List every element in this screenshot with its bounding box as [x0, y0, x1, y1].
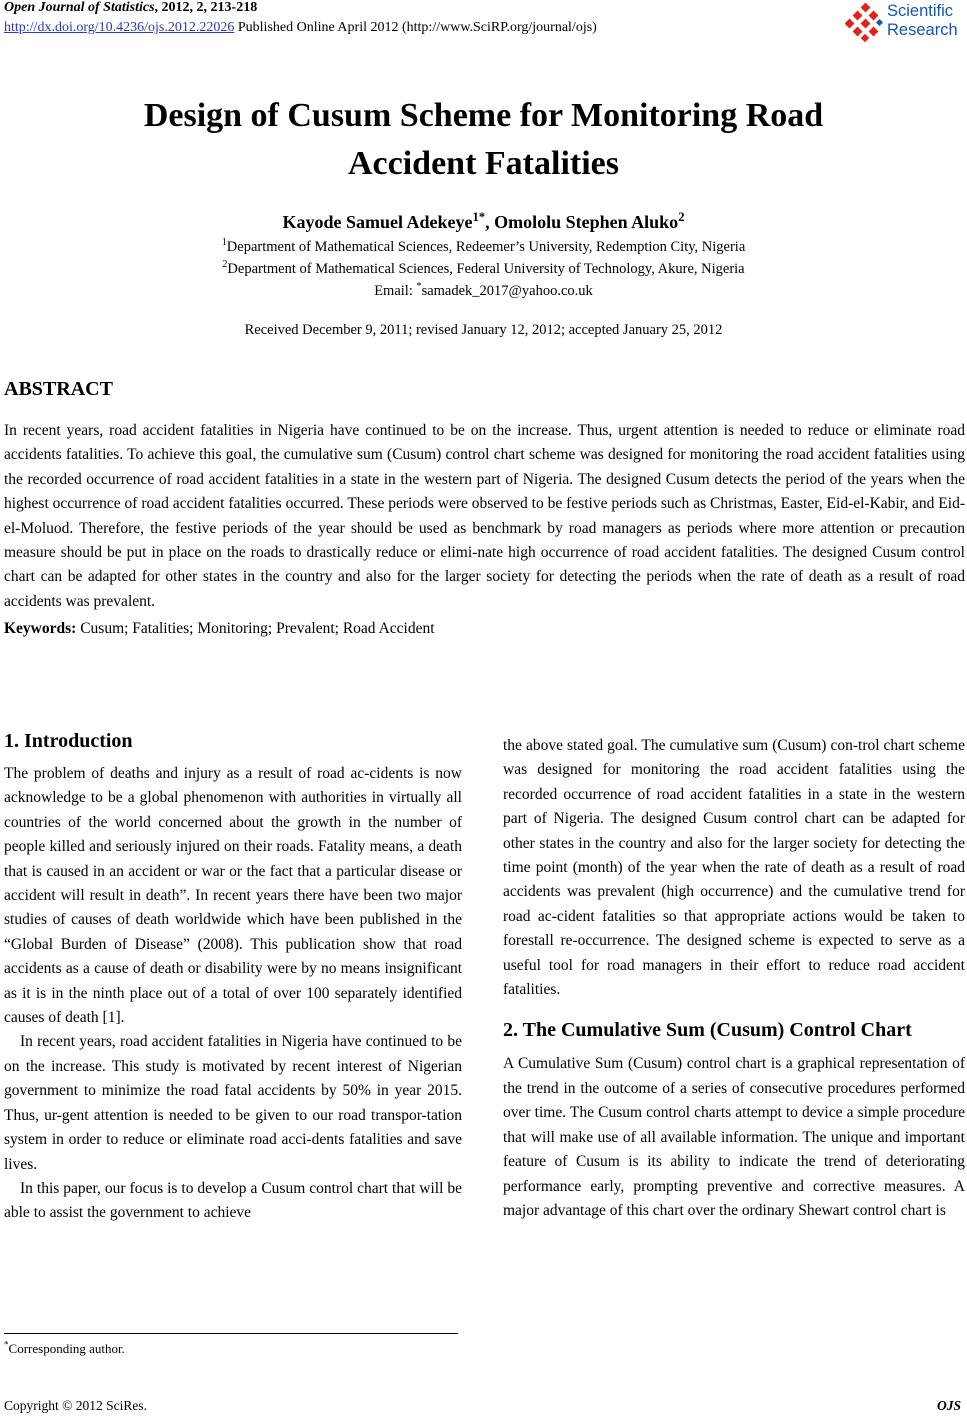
published-online: Published Online April 2012 (http://www.SciRP.org/journal/ojs)	[234, 20, 597, 35]
logo-line-1: Scientific	[887, 2, 954, 20]
author-separator: ,	[485, 212, 495, 232]
author-2-marker: 2	[678, 210, 685, 224]
author-1: Kayode Samuel Adekeye	[282, 212, 473, 232]
affiliation-2-text: Department of Mathematical Sciences, Federal University of Technology, Akure, Nigeria	[227, 261, 745, 277]
publisher-logo	[845, 2, 967, 44]
section-1-paragraph-1: The problem of deaths and injury as a result of road ac-cidents is now acknowledge to be a global phenomenon with authorities in virtually all countries of the world concerned about the growth in the number of people killed and seriously injured on their roads. Fatality means, a death that is caused in an accident or war or the fact that a particular disease or accident will result in death”. In recent years there have been two major studies of causes of death worldwide which have been published in the “Global Burden of Disease” (2008). This publication show that road accidents as a cause of death or disability were by no means insignificant as it is in the ninth place out of a total of over 100 separately identified causes of death [1].	[4, 765, 462, 1027]
left-column	[4, 728, 462, 1226]
right-column	[503, 734, 965, 1223]
section-1-paragraph-2: In recent years, road accident fatalities in Nigeria have continued to be on the increase. This study is motivated by recent interest of Nigerian government to minimize the road fatal accidents by 50% in year 2015. Thus, ur-gent attention is needed to be given to our road transpor-tation system in order to reduce or eliminate road acci-dents fatalities and save lives.	[4, 1033, 462, 1173]
section-1-heading: 1. Introduction	[4, 730, 133, 752]
title-line-1: Design of Cusum Scheme for Monitoring Road	[143, 97, 824, 134]
abstract-heading: ABSTRACT	[4, 378, 113, 400]
logo-line-2: Research	[887, 21, 958, 39]
received-dates: Received December 9, 2011; revised January 12, 2012; accepted January 25, 2012	[244, 322, 723, 338]
section-2-heading: 2. The Cumulative Sum (Cusum) Control Chart	[503, 1019, 912, 1042]
email-line	[0, 283, 967, 300]
journal-volume-pages: , 2012, 2, 213-218	[154, 0, 258, 15]
title-line-2: Accident Fatalities	[348, 145, 619, 182]
affiliation-2	[0, 261, 967, 278]
journal-abbreviation-footer: OJS	[936, 1398, 961, 1413]
copyright-footer: Copyright © 2012 SciRes.	[4, 1398, 148, 1413]
publisher-logo-icon	[845, 3, 885, 43]
author-2: Omololu Stephen Aluko	[494, 212, 679, 232]
journal-name: Open Journal of Statistics	[4, 0, 155, 15]
doi-link[interactable]: http://dx.doi.org/10.4236/ojs.2012.22026	[4, 20, 235, 35]
author-1-marker: 1*	[472, 210, 486, 224]
keywords-line	[4, 620, 435, 638]
publisher-logo-text	[887, 2, 958, 40]
email-marker: *	[416, 281, 422, 293]
doi-line	[4, 20, 597, 36]
footnote-text: Corresponding author.	[8, 1341, 125, 1356]
paper-title	[0, 92, 967, 188]
section-1-paragraph-3: In this paper, our focus is to develop a Cusum control chart that will be able to assist the government to achieve	[4, 1179, 462, 1222]
footnote-marker: *	[4, 1339, 9, 1350]
keywords-label: Keywords:	[4, 620, 77, 637]
email-label: Email:	[374, 283, 417, 299]
affiliation-1-text: Department of Mathematical Sciences, Redeemer’s University, Redemption City, Nigeria	[226, 239, 746, 255]
affiliation-1	[0, 239, 967, 256]
keywords-list: Cusum; Fatalities; Monitoring; Prevalent; Road Accident	[76, 620, 435, 637]
affiliation-2-marker: 2	[222, 259, 228, 271]
section-1-paragraph-4: the above stated goal. The cumulative sum (Cusum) con-trol chart scheme was designed for monitoring the road accident fatalities using the recorded occurrence of road accident fatalities in a state in the western part of Nigeria. The designed Cusum control chart can be adapted for other states in the country and also for the larger society for detecting the time point (month) of the year when the rate of death as a result of road accidents was prevalent (high occurrence) and the cumulative trend for road ac-cident fatalities so that appropriate actions would be taken to forestall re-occurrence. The designed scheme is expected to serve as a useful tool for road managers in their effort to reduce road accident fatalities.	[503, 737, 965, 999]
running-header	[4, 0, 257, 16]
abstract-text: In recent years, road accident fatalities in Nigeria have continued to be on the increase. Thus, urgent attention is needed to reduce or eliminate road accidents fatalities. To achieve this goal, the cumulative sum (Cusum) control chart scheme was designed for monitoring the road accident fatalities using the recorded occurrence of road accident fatalities in a state in the western part of Nigeria. The designed Cusum detects the period of the years when the highest occurrence of road accident fatalities occurred. These periods were observed to be festive periods such as Christmas, Easter, Eid-el-Kabir, and Eid-el-Moluod. Therefore, the festive periods of the year should be used as benchmark by road managers as periods where more attention or precaution measure should be put in place on the roads to drastically reduce or elimi-nate high occurrence of road accident fatalities. The designed Cusum control chart can be adapted for other states in the country and also for the larger society for detecting the periods when the rate of death as a result of road accidents was prevalent.	[4, 422, 965, 610]
email-address[interactable]: samadek_2017@yahoo.co.uk	[421, 283, 593, 299]
section-2-paragraph-1: A Cumulative Sum (Cusum) control chart is a graphical representation of the trend in the outcome of a series of consecutive procedures performed over time. The Cusum control charts attempt to device a simple procedure that will make use of all available information. The unique and important feature of Cusum is its ability to indicate the trend of deteriorating performance early, prompting preventive and corrective measures. A major advantage of this chart over the ordinary Shewart control chart is	[503, 1055, 965, 1219]
author-list	[0, 212, 967, 233]
footnote-divider	[4, 1333, 458, 1334]
footnote	[4, 1341, 125, 1357]
affiliation-1-marker: 1	[221, 237, 227, 249]
